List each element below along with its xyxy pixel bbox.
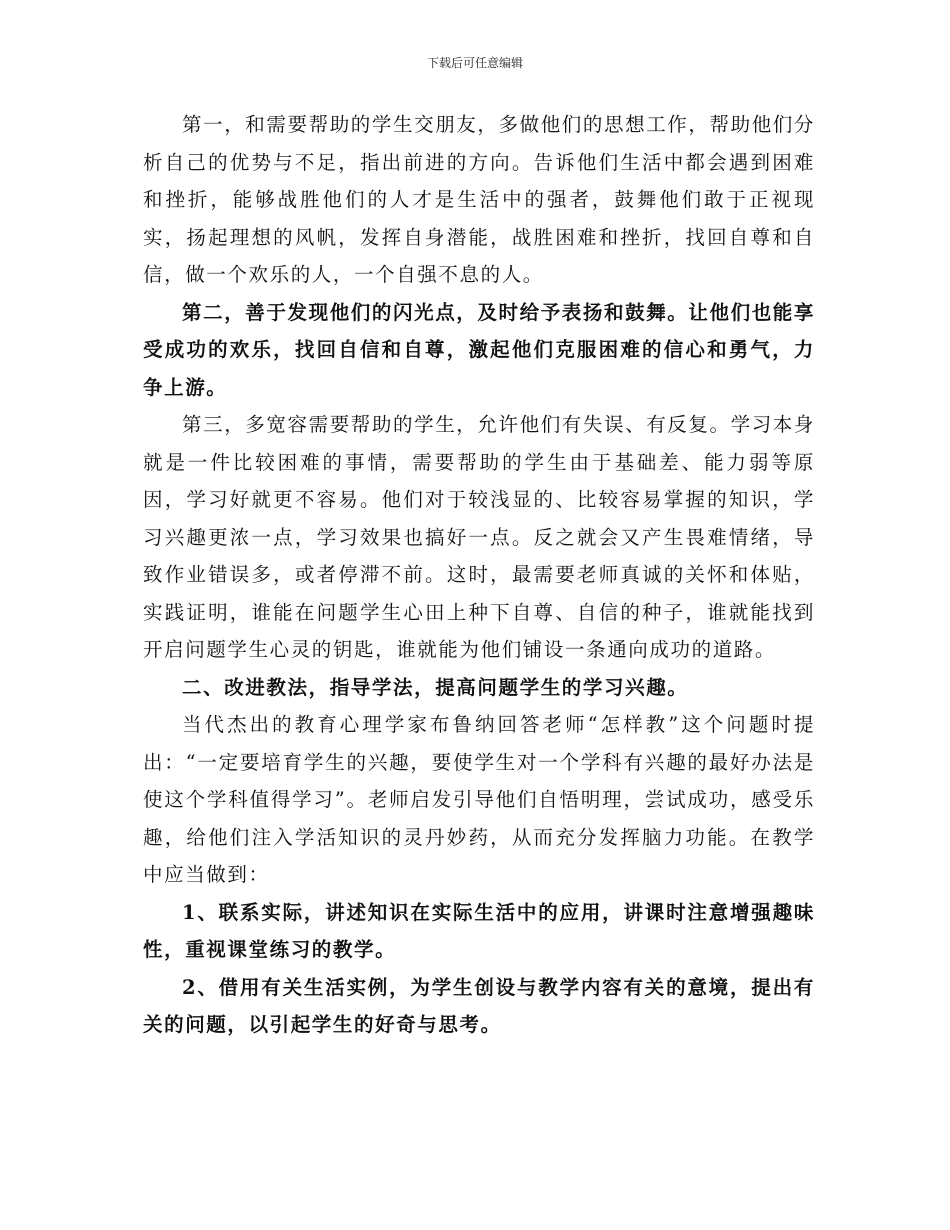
page-header: 下载后可任意编辑 bbox=[426, 56, 523, 70]
list-item-2: 2、借用有关生活实例，为学生创设与教学内容有关的意境，提出有关的问题，以引起学生的好奇与思考。 bbox=[143, 975, 815, 1036]
section-heading: 二、改进教法，指导学法，提高问题学生的学习兴趣。 bbox=[182, 675, 689, 699]
list-item-1: 1、联系实际，讲述知识在实际生活中的应用，讲课时注意增强趣味性，重视课堂练习的教学。 bbox=[143, 900, 815, 961]
paragraph-third-point: 第三，多宽容需要帮助的学生，允许他们有失误、有反复。学习本身就是一件比较困难的事情，需要帮助的学生由于基础差、能力弱等原因，学习好就更不容易。他们对于较浅显的、比较容易掌握的知识，学习兴趣更浓一点，学习效果也搞好一点。反之就会又产生畏难情绪，导致作业错误多，或者停滞不前。这时，最需要老师真诚的关怀和体贴，实践证明，谁能在问题学生心田上种下自尊、自信的种子，谁就能找到开启问题学生心灵的钥匙，谁就能为他们铺设一条通向成功的道路。 bbox=[143, 413, 816, 661]
paragraph-bruner-quote: 当代杰出的教育心理学家布鲁纳回答老师“怎样教”这个问题时提出：“一定要培育学生的兴趣，要使学生对一个学科有兴趣的最好办法是使这个学科值得学习”。老师启发引导他们自悟明理，尝试成功，感受乐趣，给他们注入学活知识的灵丹妙药，从而充分发挥脑力功能。在教学中应当做到： bbox=[143, 713, 815, 886]
paragraph-second-point: 第二，善于发现他们的闪光点，及时给予表扬和鼓舞。让他们也能享受成功的欢乐，找回自信和自尊，激起他们克服困难的信心和勇气，力争上游。 bbox=[143, 300, 816, 399]
paragraph-first-point: 第一，和需要帮助的学生交朋友，多做他们的思想工作，帮助他们分析自己的优势与不足，指出前进的方向。告诉他们生活中都会遇到困难和挫折，能够战胜他们的人才是生活中的强者，鼓舞他们敢于正视现实，扬起理想的风帆，发挥自身潜能，战胜困难和挫折，找回自尊和自信，做一个欢乐的人，一个自强不息的人。 bbox=[143, 113, 816, 286]
document-body bbox=[143, 106, 815, 1044]
